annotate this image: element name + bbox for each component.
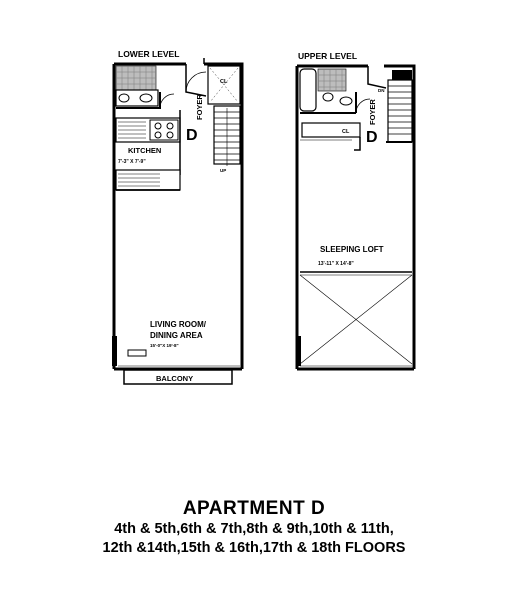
upper-level-plan — [296, 51, 414, 369]
living-dims: 15'-0"X 19'-8" — [150, 343, 179, 348]
lower-unit-letter: D — [186, 127, 198, 144]
upper-closet-return — [354, 137, 360, 150]
lower-foyer-label: FOYER — [195, 94, 204, 120]
upper-stair — [388, 80, 412, 142]
lower-kitchen-island — [116, 170, 180, 190]
lower-closet-label: CL — [220, 79, 228, 85]
upper-foyer-label: FOYER — [368, 99, 377, 125]
lower-stair-up-label: UP — [220, 168, 227, 173]
living-label-line1: LIVING ROOM/ — [150, 320, 206, 329]
upper-sink — [340, 97, 352, 105]
lower-entry-door-swing — [186, 72, 206, 92]
loft-label: SLEEPING LOFT — [320, 245, 384, 254]
apartment-title: APARTMENT D — [182, 498, 326, 519]
upper-bathtub — [300, 69, 316, 111]
balcony-label: BALCONY — [156, 374, 194, 383]
floors-line-1: 4th & 5th,6th & 7th,8th & 9th,10th & 11th, — [114, 521, 394, 537]
upper-stair-dn-label: DN — [378, 88, 385, 93]
upper-closet-label: CL — [342, 129, 350, 135]
floors-line-2: 12th &14th,15th & 16th,17th & 18th FLOORS — [102, 540, 406, 556]
upper-unit-letter: D — [366, 129, 378, 146]
loft-dims: 13'-11" X 14'-8" — [318, 261, 354, 267]
lower-level-plan — [112, 49, 242, 384]
lower-column — [112, 336, 117, 366]
living-label-line2: DINING AREA — [150, 331, 203, 340]
lower-window-sill — [128, 350, 146, 356]
upper-toilet — [323, 93, 333, 101]
upper-stair-landing — [392, 70, 412, 80]
lower-level-title: LOWER LEVEL — [118, 49, 180, 59]
lower-closet-x — [210, 68, 238, 102]
upper-column — [296, 336, 301, 366]
lower-bath-door-swing — [160, 94, 174, 108]
upper-level-title: UPPER LEVEL — [298, 51, 358, 61]
upper-closet — [302, 123, 360, 137]
lower-entry-wall — [186, 58, 206, 96]
open-to-below-x — [300, 275, 412, 364]
kitchen-label: KITCHEN — [128, 146, 162, 155]
kitchen-dims: 7'-3" X 7'-9" — [118, 159, 146, 165]
upper-entry-wall — [368, 66, 386, 88]
